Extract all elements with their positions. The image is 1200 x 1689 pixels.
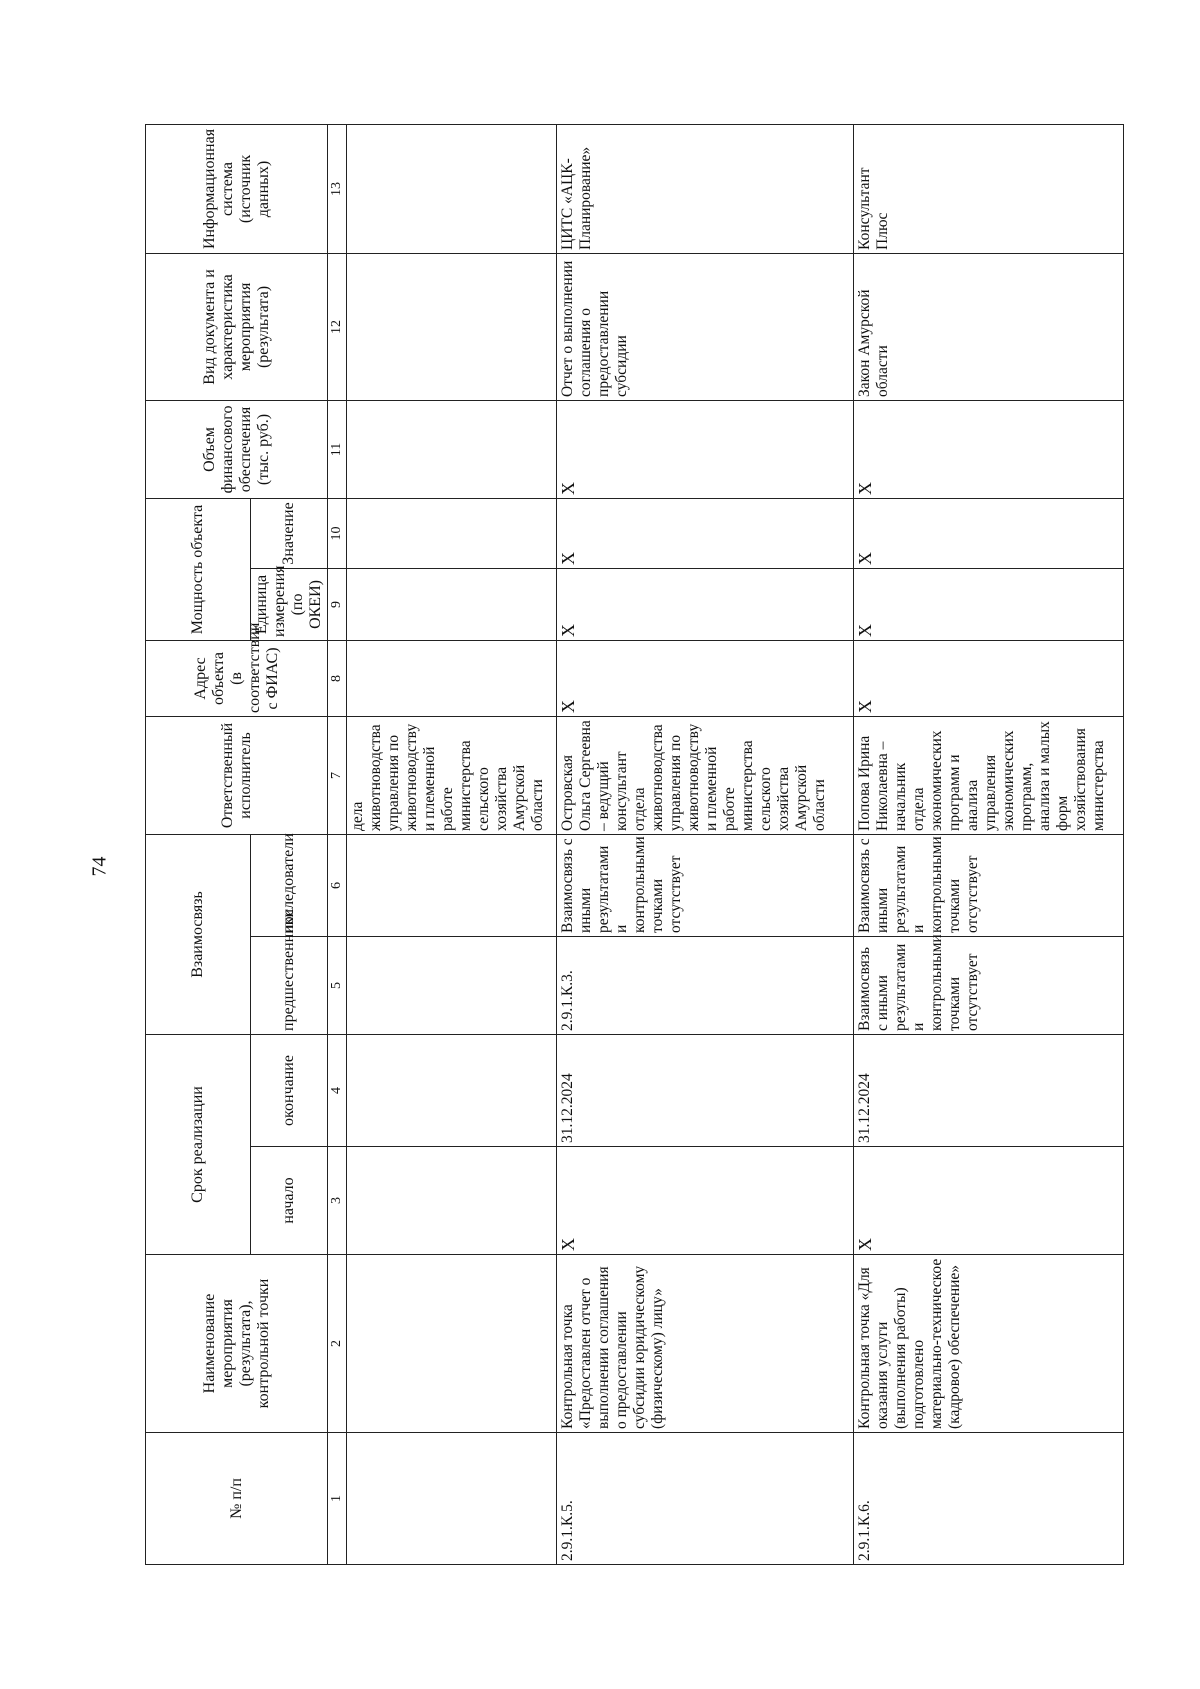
- header-value: Значение: [251, 498, 328, 568]
- header-doc: Вид документа и характеристика мероприятия (результата): [146, 253, 328, 400]
- col-number: 10: [328, 498, 347, 568]
- header-unit: Единица измерения (по ОКЕИ): [251, 568, 328, 640]
- column-number-row: [328, 124, 347, 1564]
- col-number: 3: [328, 1147, 347, 1255]
- row-executor: Попова Ирина Николаевна – начальник отдела экономических программ и анализа управления экономических программ, анализа и малых форм хозяйствования министерства: [854, 716, 1124, 834]
- row-executor: Островская Ольга Сергеевна – ведущий консультант отдела животноводства управления по животноводству и племенной работе министерства сельского хозяйства Амурской области: [557, 716, 854, 834]
- header-executor: Ответственный исполнитель: [146, 716, 328, 834]
- row-num: 2.9.1.К.6.: [854, 1433, 1124, 1565]
- row-predecessors: 2.9.1.К.3.: [557, 936, 854, 1034]
- col-number: 12: [328, 253, 347, 400]
- row-successors: Взаимосвязь с иными результатами и контрольными точками отсутствует: [557, 834, 854, 936]
- header-relation: Взаимосвязь: [146, 834, 251, 1034]
- header-predecessors: предшественники: [251, 936, 328, 1034]
- col-number: 6: [328, 834, 347, 936]
- header-address: Адрес объекта (в соответствии с ФИАС): [146, 640, 328, 716]
- row-name: Контрольная точка «Для оказания услуги (выполнения работы) подготовлено материально-техническое (кадровое) обеспечение»: [854, 1255, 1124, 1433]
- row-doc: Отчет о выполнении соглашения о предоставлении субсидии: [557, 253, 854, 400]
- row-value: X: [557, 498, 854, 568]
- row-info: Консультант Плюс: [854, 124, 1124, 253]
- header-row-1: [146, 124, 251, 1564]
- row-predecessors: Взаимосвязь с иными результатами и контрольными точками отсутствует: [854, 936, 1124, 1034]
- header-num: № п/п: [146, 1433, 328, 1565]
- col-number: 7: [328, 716, 347, 834]
- continuation-row: [347, 124, 557, 1564]
- header-info: Информационная система (источник данных): [146, 124, 328, 253]
- header-finance: Объем финансового обеспечения (тыс. руб.): [146, 400, 328, 498]
- rotated-table-container: [145, 125, 1105, 1565]
- header-name: Наименование мероприятия (результата), контрольной точки: [146, 1255, 328, 1433]
- col-number: 4: [328, 1034, 347, 1146]
- row-start: X: [854, 1147, 1124, 1255]
- row-value: X: [854, 498, 1124, 568]
- row-name: Контрольная точка «Предоставлен отчет о выполнении соглашения о предоставлении субсидии юридическому (физическому) лицу»: [557, 1255, 854, 1433]
- row-finance: X: [854, 400, 1124, 498]
- row-doc: Закон Амурской области: [854, 253, 1124, 400]
- col-number: 9: [328, 568, 347, 640]
- header-end: окончание: [251, 1034, 328, 1146]
- row-successors: Взаимосвязь с иными результатами и контрольными точками отсутствует: [854, 834, 1124, 936]
- page-number: 74: [88, 856, 111, 877]
- row-num: 2.9.1.К.5.: [557, 1433, 854, 1565]
- row-end: 31.12.2024: [854, 1034, 1124, 1146]
- header-start: начало: [251, 1147, 328, 1255]
- header-successors: последователи: [251, 834, 328, 936]
- row-finance: X: [557, 400, 854, 498]
- col-number: 1: [328, 1433, 347, 1565]
- col-number: 11: [328, 400, 347, 498]
- col-number: 2: [328, 1255, 347, 1433]
- table-row: [854, 124, 1124, 1564]
- col-number: 8: [328, 640, 347, 716]
- row-unit: X: [854, 568, 1124, 640]
- row-unit: X: [557, 568, 854, 640]
- col-number: 5: [328, 936, 347, 1034]
- table-row: [557, 124, 854, 1564]
- header-capacity: Мощность объекта: [146, 498, 251, 640]
- row-start: X: [557, 1147, 854, 1255]
- row-info: ЦИТС «АЦК-Планирование»: [557, 124, 854, 253]
- continuation-executor: дела животноводства управления по животноводству и племенной работе министерства сельского хозяйства Амурской области: [347, 716, 557, 834]
- header-period: Срок реализации: [146, 1034, 251, 1254]
- plan-table: [145, 124, 1124, 1565]
- row-address: X: [557, 640, 854, 716]
- row-address: X: [854, 640, 1124, 716]
- row-end: 31.12.2024: [557, 1034, 854, 1146]
- col-number: 13: [328, 124, 347, 253]
